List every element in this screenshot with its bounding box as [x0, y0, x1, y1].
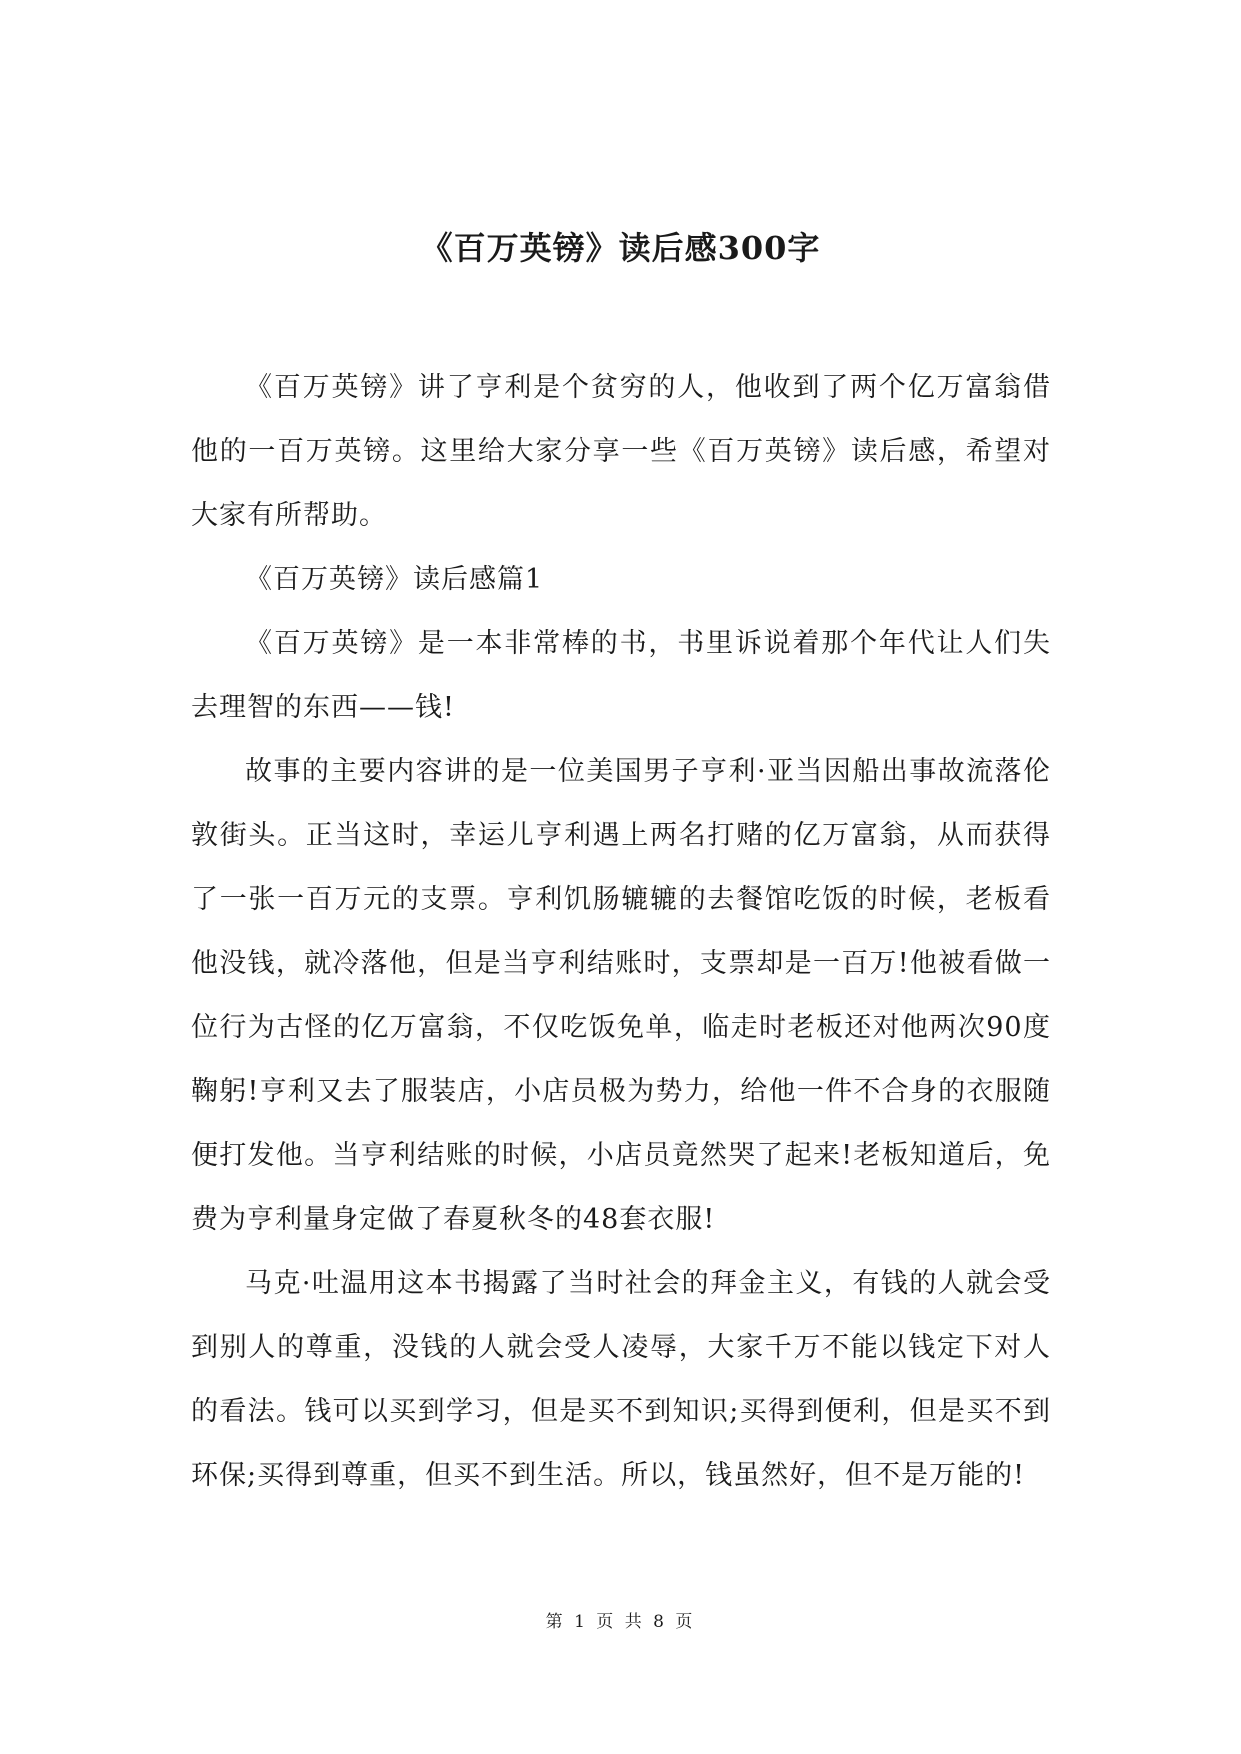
paragraph: 故事的主要内容讲的是一位美国男子亨利·亚当因船出事故流落伦敦街头。正当这时，幸运儿亨利遇上两名打赌的亿万富翁，从而获得了一张一百万元的支票。亨利饥肠辘辘的去餐馆吃饭的时候，老板看他没钱，就冷落他，但是当亨利结账时，支票却是一百万!他被看做一位行为古怪的亿万富翁，不仅吃饭免单，临走时老板还对他两次90度鞠躬!亨利又去了服装店，小店员极为势力，给他一件不合身的衣服随便打发他。当亨利结账的时候，小店员竟然哭了起来!老板知道后，免费为亨利量身定做了春夏秋冬的48套衣服! [191, 756, 1051, 1235]
paragraph-intro: 《百万英镑》讲了亨利是个贫穷的人，他收到了两个亿万富翁借他的一百万英镑。这里给大家分享一些《百万英镑》读后感，希望对大家有所帮助。 [191, 372, 1051, 531]
paragraph: 《百万英镑》是一本非常棒的书，书里诉说着那个年代让人们失去理智的东西——钱! [191, 628, 1051, 723]
document-title: 《百万英镑》读后感300字 [420, 229, 821, 267]
section-heading: 《百万英镑》读后感篇1 [245, 564, 544, 595]
paragraph: 马克·吐温用这本书揭露了当时社会的拜金主义，有钱的人就会受到别人的尊重，没钱的人就会受人凌辱，大家千万不能以钱定下对人的看法。钱可以买到学习，但是买不到知识;买得到便利，但是买不到环保;买得到尊重，但买不到生活。所以，钱虽然好，但不是万能的! [191, 1268, 1051, 1491]
document-body [191, 356, 1051, 1508]
page-footer: 第 1 页 共 8 页 [545, 1612, 696, 1632]
